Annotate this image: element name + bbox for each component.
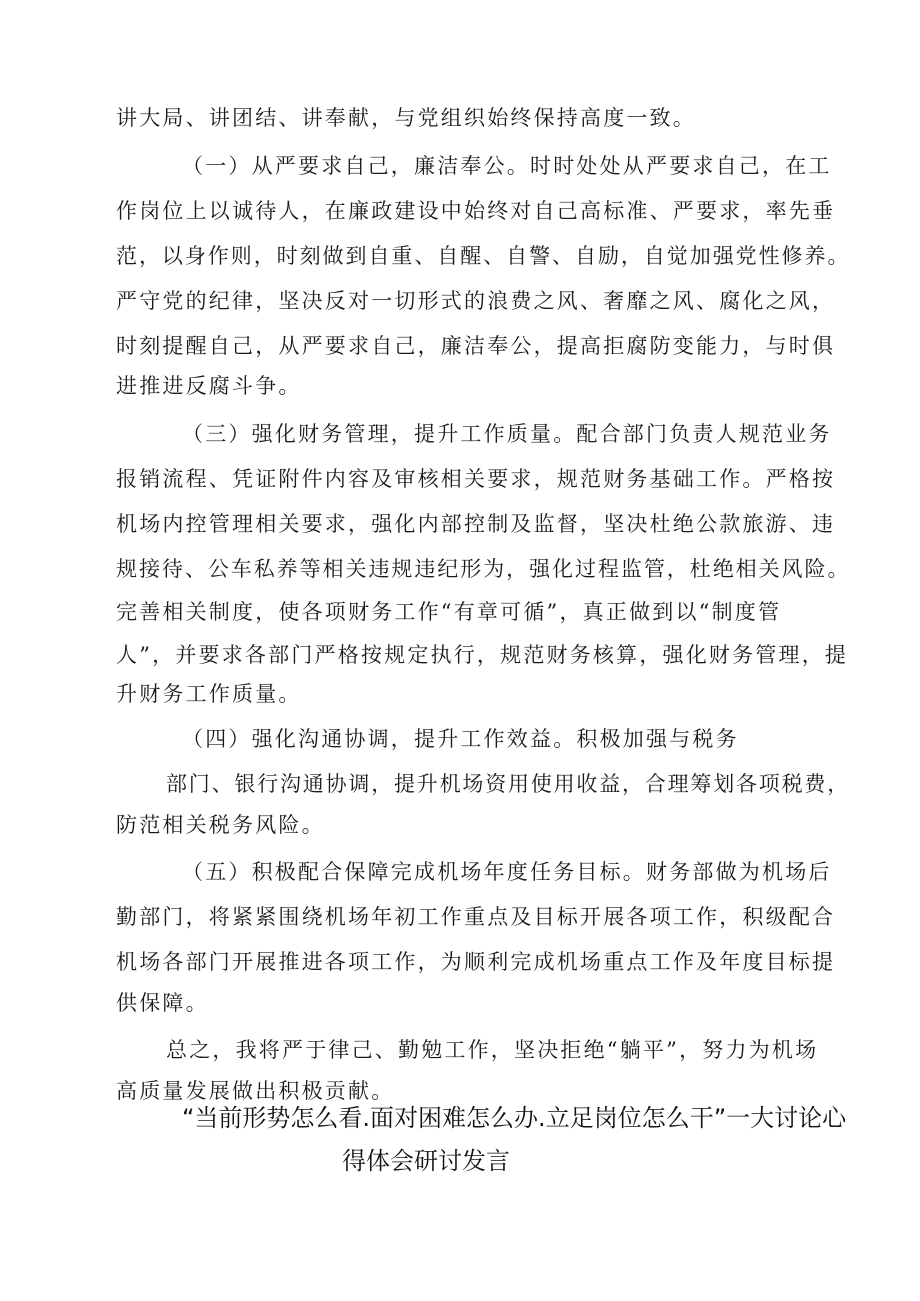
paragraph-line: 总之，我将严于律己、勤勉工作，坚决拒绝“躺平”，努力为机场 [166, 1038, 819, 1062]
paragraph-line: 升财务工作质量。 [116, 682, 302, 706]
paragraph-line: 作岗位上以诚待人，在廉政建设中始终对自己高标准、严要求，率先垂 [116, 199, 836, 223]
paragraph-line: 规接待、公车私养等相关违规违纪形为，强化过程监管，杜绝相关风险。 [116, 557, 851, 581]
paragraph-line: 报销流程、凭证附件内容及审核相关要求，规范财务基础工作。严格按 [116, 467, 836, 491]
paragraph-line: 部门、银行沟通协调，提升机场资用使用收益，合理筹划各项税费， [166, 772, 850, 796]
paragraph-line: （五）积极配合保障完成机场年度任务目标。财务部做为机场后 [182, 860, 832, 884]
paragraph-line: 机场各部门开展推进各项工作，为顺利完成机场重点工作及年度目标提 [116, 950, 836, 974]
paragraph-line: 勤部门，将紧紧围绕机场年初工作重点及目标开展各项工作，积级配合 [116, 905, 836, 929]
paragraph-line: 范，以身作则，时刻做到自重、自醒、自警、自励，自觉加强党性修养。 [116, 244, 851, 268]
paragraph-line: 严守党的纪律，坚决反对一切形式的浪费之风、奢靡之风、腐化之风， [116, 289, 836, 313]
article-title-line-2: 得体会研讨发言 [342, 1147, 510, 1175]
paragraph-line: 时刻提醒自己，从严要求自己，廉洁奉公，提高拒腐防变能力，与时俱 [116, 334, 836, 358]
paragraph-line: 防范相关税务风险。 [116, 813, 325, 837]
paragraph-line: 人”，并要求各部门严格按规定执行，规范财务核算，强化财务管理，提 [116, 643, 849, 667]
paragraph-line: 机场内控管理相关要求，强化内部控制及监督，坚决杜绝公款旅游、违 [116, 512, 836, 536]
paragraph-line: （一）从严要求自己，廉洁奉公。时时处处从严要求自己，在工 [182, 154, 832, 178]
paragraph-line: （四）强化沟通协调，提升工作效益。积极加强与税务 [182, 727, 739, 751]
paragraph-line: 完善相关制度，使各项财务工作“有章可循”，真正做到以“制度管 [116, 600, 782, 624]
paragraph-line: 进推进反腐斗争。 [116, 374, 302, 398]
paragraph-line: （三）强化财务管理，提升工作质量。配合部门负责人规范业务 [182, 422, 832, 446]
paragraph-line: 供保障。 [116, 991, 209, 1015]
paragraph-line: 高质量发展做出积极贡献。 [116, 1079, 395, 1103]
paragraph-line: 讲大局、讲团结、讲奉献，与党组织始终保持高度一致。 [116, 106, 696, 130]
article-title-line-1: “当前形势怎么看.面对困难怎么办.立足岗位怎么干”一大讨论心 [182, 1104, 847, 1132]
